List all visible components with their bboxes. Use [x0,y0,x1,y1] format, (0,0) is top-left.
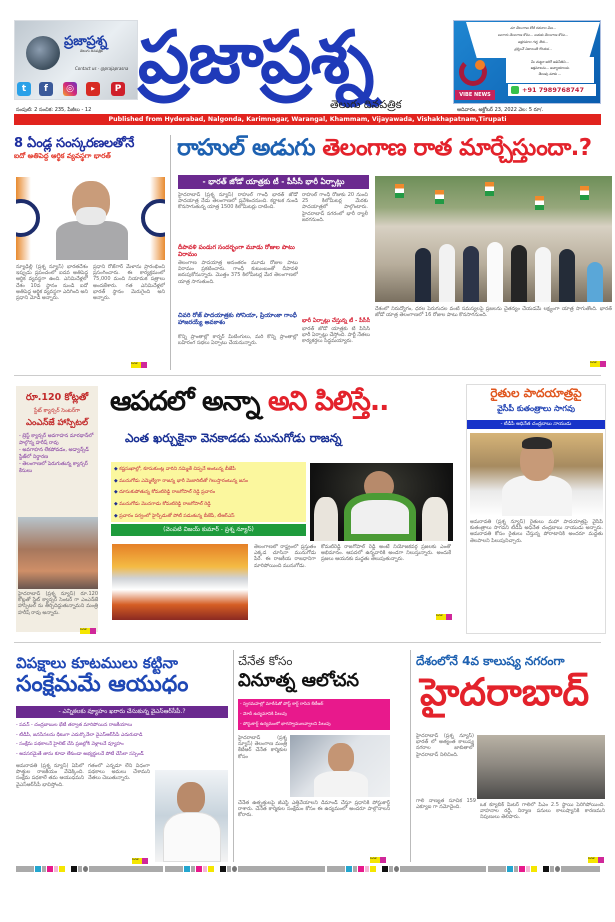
continue-badge-label: మిగతా [436,614,446,620]
welfare-bullets [16,721,231,759]
handloom-headline-1: చేనేత కోసం [238,654,293,668]
jagan-photo [155,770,228,862]
color-bar-swatch [394,866,399,872]
reporter-byline: (వెంపటి విజయ్ కుమార్ - ప్రశ్న న్యూస్) [111,524,306,536]
rajanna-bullet: ◆ కష్టసుఖాల్లో, కూసుకుంట్ల వారిని నమ్మితే చిప్పనే అంటున్న బీజేపీ [114,464,303,476]
pollution-headline-1[interactable]: దేశంలోనే 4వ కాలుష్య నగరంగా [416,654,565,668]
color-bar-swatch [232,866,237,872]
hospital-headline-2: స్టేట్ క్యాన్సర్ సెంటర్‌గా [33,408,81,414]
color-bar-swatch [78,866,82,872]
diwali-body: తెలంగాణ పాదయాత్ర అనంతరం మూడు రోజుల పాటు విరామం ప్రకటించారు. గాంధీ కుటుంబంతో దీపావళి జరుపుకోనున్నారు. మొత్తం 375 కిలోమీటర్ల మేర తెలంగాణలో యాత్ర సాగుతుంది. [178,260,298,285]
vibe-logo-dot [475,60,485,70]
facebook-icon[interactable]: f [39,82,53,96]
youtube-icon[interactable]: ▶ [86,82,100,96]
modi-headline[interactable]: 8 ఏండ్ల సంస్కరణలతోనే [14,136,135,151]
continue-badge[interactable] [436,614,452,620]
ad-brand: VIBE NEWS [455,90,495,100]
naidu-body: అమరావతి (ప్రశ్న న్యూస్) రైతులు మహా పాదయాత్రపై వైసీపీ కుతంత్రాలు సాగవని టీడీపీ అధినేత చంద్రబాబు నాయుడు అన్నారు. అమరావతి కోసం రైతులు చేస్తున్న పోరాటానికి అందరూ మద్దతు తెలపాలని పిలుపునిచ్చారు. [470,519,603,544]
pollution-body-col1: హైదరాబాద్ (ప్రశ్న న్యూస్) భారత్ లో అత్యంత కాలుష్య నగరాల జాబితాలో హైదరాబాద్ నిలిచింది. [416,733,474,758]
naidu-headline-1[interactable]: రైతుల పాదయాత్రపై [490,386,582,400]
rajanna-bullets [111,462,306,522]
color-bar-swatch [165,866,183,872]
color-bar-swatch [514,866,518,872]
handloom-band [238,699,390,730]
jagan-figure-face [177,782,205,814]
globe-icon [26,36,60,70]
crowd-figure [487,242,503,302]
color-bar-gray [89,866,163,872]
continue-badge-label: మిగతా [370,857,380,863]
naidu-figure-body [502,475,572,516]
crowd-figure [587,262,603,302]
rahul-headline-blue: రాహుల్ అడుగు [177,135,315,161]
color-bar-swatch [370,866,376,872]
twitter-icon[interactable]: t [17,82,31,96]
whatsapp-icon [511,86,519,94]
color-bar-swatch [358,866,364,872]
rajanna-headline-black: ఆపదలో అన్నా [110,386,260,417]
ad-message [506,57,594,83]
color-bar-swatch [59,866,65,872]
rajanna-headline-red: అని పిలిస్తే.. [267,386,389,417]
handloom-body-col2: చేనేత ఉత్పత్తులపై జీఎస్టీ ఎత్తివేయాలని డిమాండ్ చేస్తూ ప్రధానికి పోస్టుకార్డ్ రాశారు. చేనేత కార్మికుల సంక్షేమం కోసం ఈ ఉద్యమంలో అందరూ పాల్గొనాలని కోరారు. [238,800,390,819]
continue-badge[interactable] [131,362,147,368]
ktr-figure-face [328,743,354,773]
continue-badge[interactable] [370,857,386,863]
modi-figure-body [56,221,128,260]
color-bar-swatch [203,866,207,872]
date-price: ఆదివారం, అక్టోబర్ 23, 2022 వెల: 5 రూ/. [457,107,544,113]
color-bar-swatch [42,866,46,872]
color-bar-swatch [543,866,549,872]
diwali-subheading: దీపావళి పండుగ సందర్భంగా మూడు రోజుల పాటు విరామం [178,244,295,258]
hospital-marathon-photo [18,517,98,589]
color-bar-swatch [346,866,352,872]
flag-icon [535,196,544,210]
hospital-headline-1[interactable]: రూ.120 కోట్లతో [25,392,89,403]
hospital-headline-3: ఎంఎన్‌జే హాస్పిటల్ [26,418,88,428]
color-bar-swatch [353,866,357,872]
color-bar-swatch [220,866,226,872]
color-bar-swatch [526,866,530,872]
ad-quote-lines [472,25,594,53]
rajanna-headline[interactable] [110,384,388,420]
edition-info: సంపుటి: 2 సంచిక: 235, పేజీలు - 12 [16,107,92,113]
hospital-bullet: - బ్రెస్ట్ క్యాన్సర్ అవగాహన మారథాన్‌లో పాల్గొన్న హరీష్ రావు [19,433,94,446]
welfare-bullet: - అవసరమైతే తాను కూడా లేకుండా అభ్యర్థులనే పోటీ చేసేలా సస్పెండ్ [16,751,144,757]
pollution-body-col2: గాలి నాణ్యత సూచిక 159 ఎక్యూఐ గా నమోదైంది. [416,798,476,811]
color-bar-swatch [47,866,53,872]
color-bar-swatch [365,866,369,872]
rahul-headline[interactable] [177,132,592,164]
welfare-bullet: - పవన్ - చంద్రబాబుల భేటీ తర్వాత మారిపోయిన రాజకీయాలు [16,723,133,728]
color-bar-swatch [208,866,214,872]
rajanna-body-col2: కోమటిరెడ్డి రాజగోపాల్ రెడ్డి అంటే నియోజకవర్గ ప్రజలకు ఎంతో అభిమానం. ఆపదలో ఉన్నవారికి అండగా నిలుస్తున్నారు. అందుకే ప్రజలు ఆయనకు మద్దతు తెలుపుతున్నారు. [321,544,451,563]
handloom-band-line: - పోస్టుకార్డ్ ఉద్యమంలో భాగస్వాములవ్వాలని పిలుపు [240,722,331,727]
welfare-body-col2: గతంలో ఎన్నడూ లేని విధంగా పథకాలు అమలు చేశామని నేతలు చెబుతున్నారు. [88,763,150,782]
hospital-body: హైదరాబాద్ (ప్రశ్న న్యూస్) రూ.120 కోట్లతో స్టేట్ క్యాన్సర్ సెంటర్ గా ఎంఎన్‌జే హాస్పిటల్ ను తీర్చిదిద్దుతున్నామని మంత్రి హరీష్ రావు అన్నారు. [18,591,98,616]
modi-photo [16,177,165,260]
pinterest-icon[interactable]: P [111,82,125,96]
ad-message-line: తెలుపు మాకు ... [538,72,562,76]
ad-line: ప్రశ్నించే నిజాయితీ గొంతుక... [514,47,552,51]
welfare-headline-1[interactable]: విపక్షాలు కూటములు కట్టినా [16,654,178,672]
color-bar-swatch [184,866,190,872]
crowd-figure [314,497,338,541]
continue-badge[interactable] [132,858,148,864]
continue-badge-label: మిగతా [131,362,141,368]
pollution-headline-2[interactable]: హైదరాబాద్ [420,670,590,714]
logo-contact: Contact us - @prajaprasna [75,66,129,71]
color-bar-swatch [382,866,388,872]
rajanna-bullet: ◆ ప్రచారం పర్వంలో హైస్పీడుతో పోటీ పడుతున్న బీజేపీ, టీఆర్ఎస్ [114,511,303,523]
continue-badge-label: మిగతా [132,858,142,864]
flag-icon [435,190,444,204]
color-bar-swatch [519,866,525,872]
bharat-jodo-band: - భారత్ జోడో యాత్రకు టీ - పీసీసీ భారీ ఏర్పాట్లు [178,175,369,189]
flag-icon [580,186,589,200]
section-divider [14,642,601,643]
rahul-body-col3: దేశంలో నిరుద్యోగం, ధరల పెరుగుదల వంటి సమస్యలపై ప్రజలను చైతన్యం చేయడమే లక్ష్యంగా యాత్ర సాగుతోంది. భారత్ జోడో యాత్ర తెలంగాణలో 16 రోజుల పాటు కొనసాగనుంది. [375,306,612,319]
column-divider [233,650,234,862]
color-bar-swatch [196,866,202,872]
section-divider [14,375,601,376]
ad-line: అక్షరమాల గళ్ళ తీరు... [517,40,549,44]
column-divider [170,135,171,370]
pollution-photo [477,735,605,799]
bjp-joining-photo [112,544,248,620]
crowd-figure [422,497,448,541]
color-bar-swatch [377,866,381,872]
welfare-headline-2[interactable]: సంక్షేమమే ఆయుధం [16,672,189,697]
color-bar-swatch [54,866,58,872]
welfare-bullet: - సంక్షేమ పథకాలనే హైలెట్ చేసి ప్రజల్లోకి వెళ్లాలనే వ్యూహం [16,742,124,747]
ktr-photo [290,735,390,797]
color-bar-swatch [555,866,560,872]
color-bar-swatch [66,866,70,872]
color-bar-swatch [488,866,506,872]
welfare-bullet: - టీడీపీ, జనసేనలను ధీటుగా ఎదుర్కొనేలా వైఎస్ఆర్‌సీపీ ఎదురుదాడి [16,732,143,738]
rajanna-bullet: ◆ దూసుకుపోతున్న కోమటిరెడ్డి రాజగోపాల్ రెడ్డి ప్రచారం [114,487,303,499]
rahul-headline-red: తెలంగాణ రాత మార్చేస్తుందా.? [322,135,592,161]
naidu-band: - టీడీపీ అధినేత చంద్రబాబు నాయుడు [467,420,605,429]
sonia-subheading: చివరి రోజ్ పాదయాత్రకు సోనియా, ప్రియాంకా గాంధీ హాజరయ్యే అవకాశం [178,312,297,326]
instagram-icon[interactable]: ◎ [63,82,77,96]
bharat-jodo-photo [375,176,612,302]
rajanna-bullet: ◆ మునుగోడు మొనగాడు కోమటిరెడ్డి రాజగోపాల్ రెడ్డి [114,499,303,511]
color-bar-swatch [71,866,77,872]
color-bar-gray [561,866,600,872]
color-bar-swatch [550,866,554,872]
logo-small-title: ప్రజాప్రశ్న [64,34,108,49]
pollution-body-col3: ఒక క్యూబిక్ మీటర్ గాలిలో పీఎం 2.5 స్థాయి పెరిగిపోయింది. వాహనాల రద్దీ, నిర్మాణ పనులు కాలుష్యానికి కారణమని నిపుణులు తెలిపారు. [480,802,605,821]
continue-badge-label: మిగతా [590,361,600,367]
continue-badge-label: మిగతా [588,857,598,863]
flag-chakra-left [16,199,40,237]
ad-line: బంగారు తెలంగాణ కోసం... బతుకు తెలంగాణ కోసం... [497,33,569,37]
color-bar-swatch [16,866,34,872]
handloom-band-line: - మోదీ ఉద్యమానికి పిలుపు [240,712,287,717]
logo-tagline: తెలుగు దినపత్రిక [80,49,103,53]
flag-icon [395,184,404,198]
ad-line: మా తెలంగాణ కోటి రతనాల వీణ... [510,26,556,30]
ad-message-line: అక్రమాలను... అన్యాయాలను [530,66,570,70]
naidu-figure-hair [522,437,552,449]
color-bar-gray [400,866,486,872]
color-bar-swatch [389,866,393,872]
rahul-body-col1: హైదరాబాద్ (ప్రశ్న న్యూస్) రాహుల్ గాంధీ భారత్ జోడో పాదయాత్ర నేడు తెలంగాణలో ప్రవేశించనుంది. కర్ణాటక నుండి కొనసాగుతున్న యాత్ర 1500 కిలోమీటర్లు దాటింది. [178,192,298,211]
sonia-body: కొన్ని ప్రాంతాల్లో కార్నర్ మీటింగులు, మరి కొన్ని ప్రాంతాల్లో బహిరంగ సభలు ఏర్పాటు చేయనున్నారు. [178,334,298,347]
naidu-headline-2: వైసీపీ కుతంత్రాలు సాగవు [497,404,575,413]
handloom-band-line: - స్వరమహల్లో మారేడితో పోస్ట్ కార్డ్ రాసిన కేటీఆర్ [240,702,324,707]
color-bar-swatch [531,866,537,872]
flag-icon [485,182,494,196]
published-from-band: Published from Hyderabad, Nalgonda, Karimnagar, Warangal, Khammam, Vijayawada, Vishakhapatnam,Tirupati [14,114,601,125]
rajanna-garland-photo [310,463,453,541]
arrangements-body: భారత్ జోడో యాత్రకు టీ పీసీసీ భారీ ఏర్పాట్లు చేస్తోంది. పార్టీ నేతలు కార్యకర్తలు సిద్ధమయ్యారు. [302,326,370,345]
hospital-bullet: - అవగాహన లేకపోవడం, అడ్వాన్స్‌డ్ స్టేజ్‌లో నిర్ధారణ [19,447,89,460]
color-bar-swatch [538,866,542,872]
masthead-subtitle: తెలుగు దినపత్రిక [330,98,402,111]
color-bar-swatch [227,866,231,872]
crowd-figure [439,244,455,302]
crowd-figure [511,245,527,302]
welfare-band: - ఎన్నికలకు వ్యూహం ఖరారు చేసుకున్న వైఎస్ఆర్‌సీపీ.? [16,706,228,718]
continue-badge[interactable] [590,361,606,367]
hospital-bullets [19,433,97,475]
ad-phone[interactable] [508,84,596,96]
color-bar-swatch [327,866,345,872]
color-bar-swatch [83,866,88,872]
continue-badge-label: మిగతా [80,628,90,634]
rajanna-subheadline: ఎంత ఖర్చుకైనా వెనకాడడు మునుగోడు రాజన్న [125,431,342,445]
rajanna-garland [344,493,416,541]
welfare-body-col1: అమరావతి (ప్రశ్న న్యూస్) ఏపీలో పొత్తుల రాజకీయం వేడెక్కింది. సంక్షేమ పథకాలే తమ ఆయుధమని వైఎస్ఆర్‌సీపీ భావిస్తోంది. [16,763,84,788]
color-bar-swatch [35,866,41,872]
crowd-figure [535,247,551,302]
handloom-headline-2[interactable]: వినూత్న ఆలోచన [238,670,360,691]
color-bar-swatch [191,866,195,872]
continue-badge[interactable] [80,628,96,634]
modi-body-col1: న్యూఢిల్లీ (ప్రశ్న న్యూస్) భారతదేశం ఇప్పుడు ప్రపంచంలో ఐదవ అతిపెద్ద ఆర్థిక వ్యవస్థగా ఉంది. ఎనిమిదేళ్లలో దేశం 10వ స్థానం నుండి ఐదో అతిపెద్ద ఆర్థిక వ్యవస్థగా ఎదిగింది అని ప్రధాని మోడీ అన్నారు. [16,264,88,302]
color-bar-swatch [507,866,513,872]
modi-subheadline: ఐదో అతిపెద్ద ఆర్థిక వ్యవస్థగా భారత్ [14,152,111,160]
continue-badge[interactable] [588,857,604,863]
arrangements-subheading: భారీ ఏర్పాట్లు చేస్తున్న టీ - పీసీసీ [302,318,370,324]
masthead-title: ప్రజాప్రశ్న [138,14,374,99]
naidu-photo [470,433,603,516]
jagan-figure-body [163,812,221,862]
ad-message-line: మీ చుట్టూ జరిగే అవినీతిని... [531,60,569,64]
color-bar-swatch [215,866,219,872]
crowd-figure [559,249,575,302]
flag-chakra-right [141,199,165,237]
ad-phone-number: +91 7989768747 [522,86,584,94]
crowd-figure [463,246,479,302]
rajanna-body-col1: తెలంగాణలో రాష్ట్రంలో ప్రస్తుతం ఎక్కడ చూసినా మునుగోడు పేరే. ఈ రాజకీయ రాజధానిగా మారిపోయింది మునుగోడు. [254,544,316,569]
ktr-figure-body [314,771,368,797]
color-bar-gray [238,866,325,872]
rahul-body-col2: రాహుల్ గాంధీ రోజుకు 20 నుంచి 25 కిలోమీటర్ల మేరకు పాదయాత్రలో పాల్గొంటారు. హైదరాబాద్ నగరంలో భారీ ర్యాలీ జరగనుంది. [302,192,368,223]
handloom-body-col1: హైదరాబాద్ (ప్రశ్న న్యూస్) తెలంగాణ మంత్రి కేటీఆర్ చేనేత కార్మికుల కోసం [238,735,287,760]
rajanna-bullet: ◆ మునుగోడు ఎమ్మెల్యేగా రాజన్న భారీ మెజారిటీతో గెలుస్తారంటున్న జనం [114,476,303,488]
modi-body-col2: ప్రధాని రోజ్‌గార్ మేళాను ప్రారంభించి ప్రసంగించారు. ఈ కార్యక్రమంలో 75,000 మంది నియామక పత్రాలు అందజేశారు. గత ఎనిమిదేళ్లలో భారత్ స్థానం మెరుగైంది అని అన్నారు. [93,264,165,302]
modi-figure-beard [76,207,106,225]
hospital-bullet: - తెలంగాణలో పెరుగుతున్న క్యాన్సర్ కేసులు [19,461,88,474]
column-divider [410,650,411,862]
crowd-figure [415,248,431,302]
